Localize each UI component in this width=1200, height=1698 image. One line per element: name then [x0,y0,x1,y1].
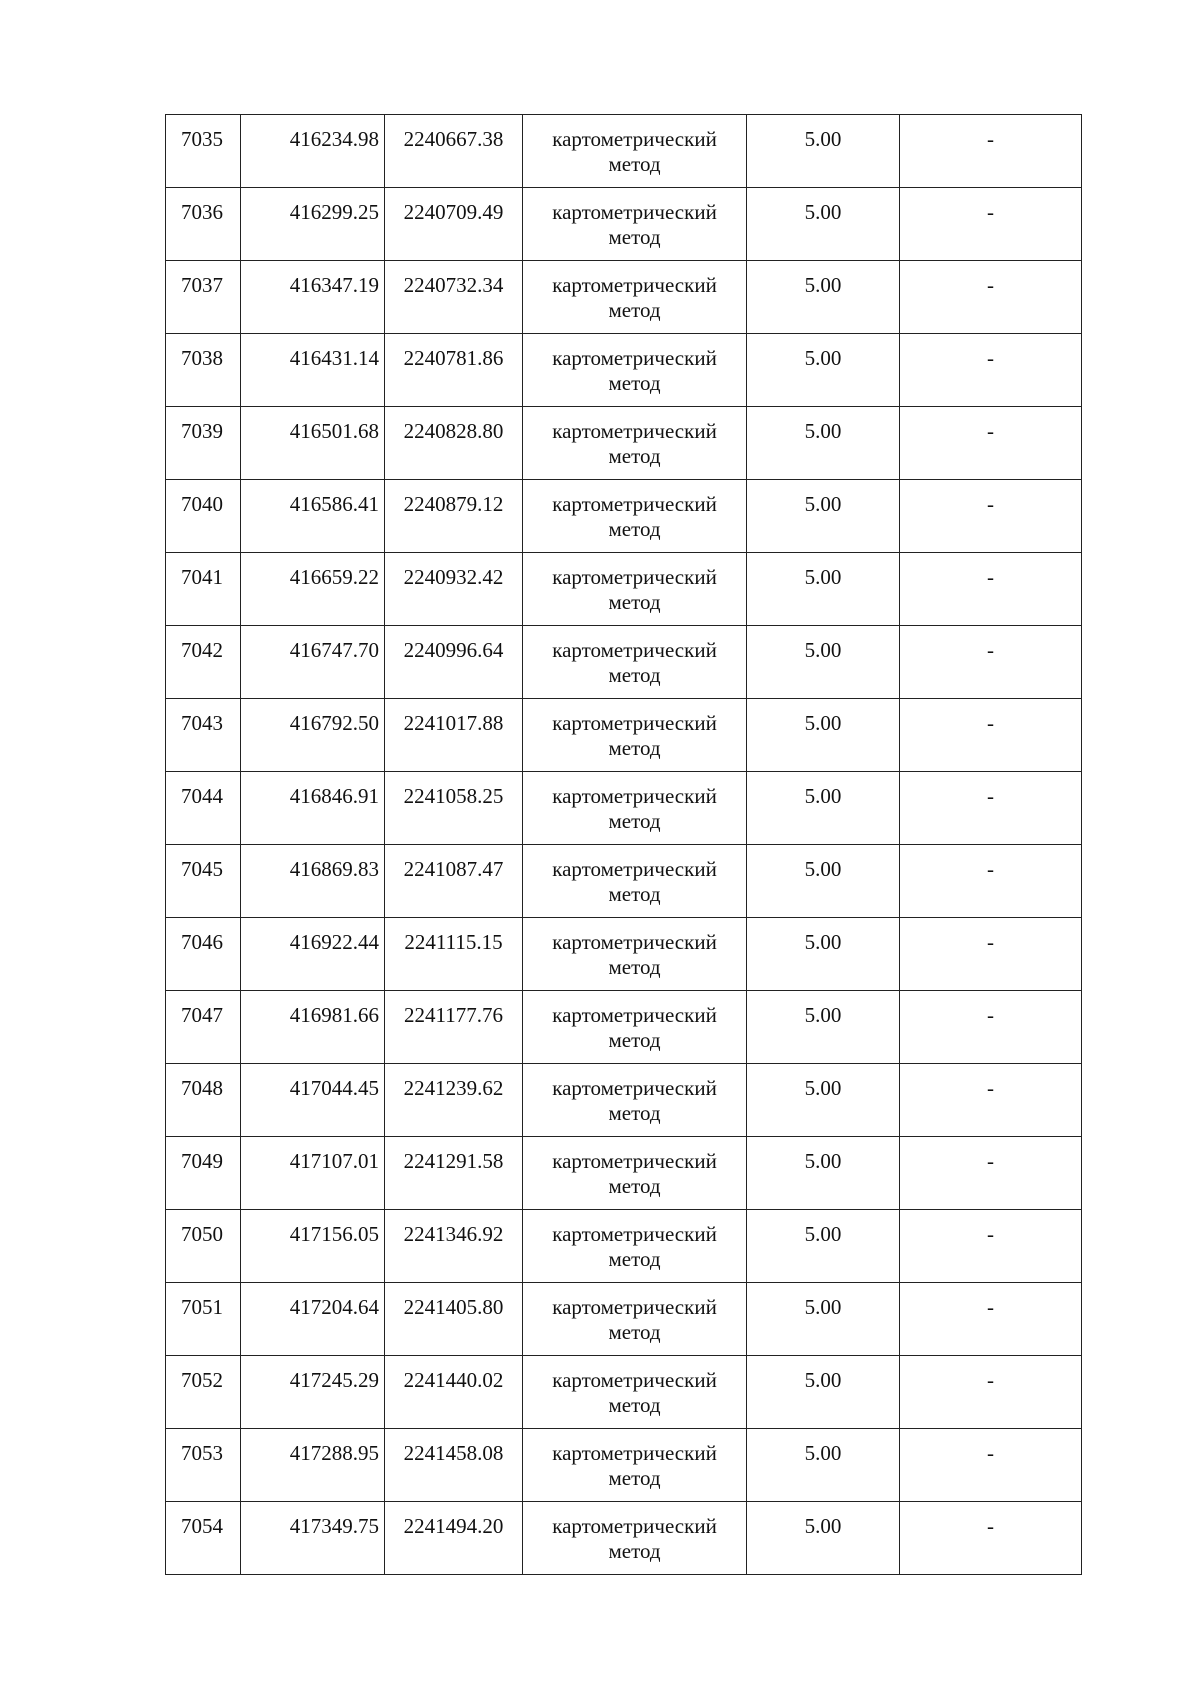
y-coordinate-cell: 2240667.38 [385,115,523,188]
x-coordinate-cell: 416659.22 [241,553,385,626]
point-number-cell: 7054 [166,1502,241,1575]
table-row [166,699,1082,772]
accuracy-cell: 5.00 [747,626,900,699]
table-row [166,1064,1082,1137]
method-cell: картометрический метод [523,1429,747,1502]
point-number-cell: 7040 [166,480,241,553]
description-cell: - [900,1502,1082,1575]
method-cell: картометрический метод [523,407,747,480]
table-row [166,1210,1082,1283]
accuracy-cell: 5.00 [747,918,900,991]
x-coordinate-cell: 417204.64 [241,1283,385,1356]
coordinates-table-body [166,115,1082,1575]
coordinates-table [165,114,1082,1575]
table-row [166,115,1082,188]
description-cell: - [900,261,1082,334]
y-coordinate-cell: 2241346.92 [385,1210,523,1283]
accuracy-cell: 5.00 [747,1283,900,1356]
x-coordinate-cell: 417245.29 [241,1356,385,1429]
accuracy-cell: 5.00 [747,1429,900,1502]
accuracy-cell: 5.00 [747,991,900,1064]
x-coordinate-cell: 416792.50 [241,699,385,772]
method-cell: картометрический метод [523,334,747,407]
x-coordinate-cell: 416922.44 [241,918,385,991]
point-number-cell: 7048 [166,1064,241,1137]
table-row [166,1356,1082,1429]
table-row [166,261,1082,334]
method-cell: картометрический метод [523,699,747,772]
y-coordinate-cell: 2241239.62 [385,1064,523,1137]
method-cell: картометрический метод [523,1064,747,1137]
description-cell: - [900,1210,1082,1283]
method-cell: картометрический метод [523,1502,747,1575]
description-cell: - [900,1064,1082,1137]
point-number-cell: 7053 [166,1429,241,1502]
y-coordinate-cell: 2241017.88 [385,699,523,772]
point-number-cell: 7045 [166,845,241,918]
y-coordinate-cell: 2240828.80 [385,407,523,480]
point-number-cell: 7039 [166,407,241,480]
y-coordinate-cell: 2241115.15 [385,918,523,991]
accuracy-cell: 5.00 [747,261,900,334]
accuracy-cell: 5.00 [747,480,900,553]
method-cell: картометрический метод [523,845,747,918]
point-number-cell: 7047 [166,991,241,1064]
accuracy-cell: 5.00 [747,1137,900,1210]
description-cell: - [900,334,1082,407]
description-cell: - [900,1429,1082,1502]
table-row [166,845,1082,918]
y-coordinate-cell: 2240932.42 [385,553,523,626]
table-row [166,1283,1082,1356]
method-cell: картометрический метод [523,553,747,626]
x-coordinate-cell: 416846.91 [241,772,385,845]
method-cell: картометрический метод [523,918,747,991]
description-cell: - [900,1283,1082,1356]
method-cell: картометрический метод [523,1210,747,1283]
y-coordinate-cell: 2241087.47 [385,845,523,918]
point-number-cell: 7044 [166,772,241,845]
x-coordinate-cell: 417349.75 [241,1502,385,1575]
method-cell: картометрический метод [523,626,747,699]
accuracy-cell: 5.00 [747,1064,900,1137]
y-coordinate-cell: 2241058.25 [385,772,523,845]
x-coordinate-cell: 417288.95 [241,1429,385,1502]
x-coordinate-cell: 416869.83 [241,845,385,918]
method-cell: картометрический метод [523,1283,747,1356]
x-coordinate-cell: 416347.19 [241,261,385,334]
table-row [166,334,1082,407]
point-number-cell: 7035 [166,115,241,188]
point-number-cell: 7043 [166,699,241,772]
point-number-cell: 7042 [166,626,241,699]
accuracy-cell: 5.00 [747,1210,900,1283]
table-row [166,918,1082,991]
description-cell: - [900,772,1082,845]
accuracy-cell: 5.00 [747,772,900,845]
table-row [166,407,1082,480]
point-number-cell: 7050 [166,1210,241,1283]
description-cell: - [900,553,1082,626]
description-cell: - [900,115,1082,188]
point-number-cell: 7041 [166,553,241,626]
method-cell: картометрический метод [523,480,747,553]
point-number-cell: 7049 [166,1137,241,1210]
point-number-cell: 7052 [166,1356,241,1429]
accuracy-cell: 5.00 [747,699,900,772]
method-cell: картометрический метод [523,188,747,261]
description-cell: - [900,1137,1082,1210]
accuracy-cell: 5.00 [747,553,900,626]
method-cell: картометрический метод [523,115,747,188]
accuracy-cell: 5.00 [747,1356,900,1429]
x-coordinate-cell: 416431.14 [241,334,385,407]
table-row [166,1137,1082,1210]
table-row [166,1429,1082,1502]
x-coordinate-cell: 416299.25 [241,188,385,261]
table-row [166,1502,1082,1575]
accuracy-cell: 5.00 [747,407,900,480]
method-cell: картометрический метод [523,261,747,334]
description-cell: - [900,991,1082,1064]
description-cell: - [900,188,1082,261]
point-number-cell: 7038 [166,334,241,407]
description-cell: - [900,480,1082,553]
y-coordinate-cell: 2240732.34 [385,261,523,334]
table-row [166,626,1082,699]
description-cell: - [900,407,1082,480]
y-coordinate-cell: 2241405.80 [385,1283,523,1356]
table-row [166,188,1082,261]
table-row [166,772,1082,845]
y-coordinate-cell: 2240781.86 [385,334,523,407]
method-cell: картометрический метод [523,991,747,1064]
method-cell: картометрический метод [523,772,747,845]
point-number-cell: 7037 [166,261,241,334]
method-cell: картометрический метод [523,1356,747,1429]
description-cell: - [900,1356,1082,1429]
y-coordinate-cell: 2241291.58 [385,1137,523,1210]
x-coordinate-cell: 416234.98 [241,115,385,188]
accuracy-cell: 5.00 [747,1502,900,1575]
accuracy-cell: 5.00 [747,845,900,918]
x-coordinate-cell: 416747.70 [241,626,385,699]
x-coordinate-cell: 417044.45 [241,1064,385,1137]
description-cell: - [900,845,1082,918]
table-row [166,553,1082,626]
accuracy-cell: 5.00 [747,115,900,188]
table-row [166,480,1082,553]
x-coordinate-cell: 416586.41 [241,480,385,553]
x-coordinate-cell: 416981.66 [241,991,385,1064]
y-coordinate-cell: 2241440.02 [385,1356,523,1429]
x-coordinate-cell: 416501.68 [241,407,385,480]
point-number-cell: 7036 [166,188,241,261]
description-cell: - [900,626,1082,699]
x-coordinate-cell: 417156.05 [241,1210,385,1283]
accuracy-cell: 5.00 [747,188,900,261]
table-row [166,991,1082,1064]
y-coordinate-cell: 2240879.12 [385,480,523,553]
x-coordinate-cell: 417107.01 [241,1137,385,1210]
accuracy-cell: 5.00 [747,334,900,407]
y-coordinate-cell: 2241494.20 [385,1502,523,1575]
point-number-cell: 7051 [166,1283,241,1356]
y-coordinate-cell: 2240996.64 [385,626,523,699]
method-cell: картометрический метод [523,1137,747,1210]
point-number-cell: 7046 [166,918,241,991]
y-coordinate-cell: 2241458.08 [385,1429,523,1502]
y-coordinate-cell: 2240709.49 [385,188,523,261]
description-cell: - [900,918,1082,991]
y-coordinate-cell: 2241177.76 [385,991,523,1064]
description-cell: - [900,699,1082,772]
